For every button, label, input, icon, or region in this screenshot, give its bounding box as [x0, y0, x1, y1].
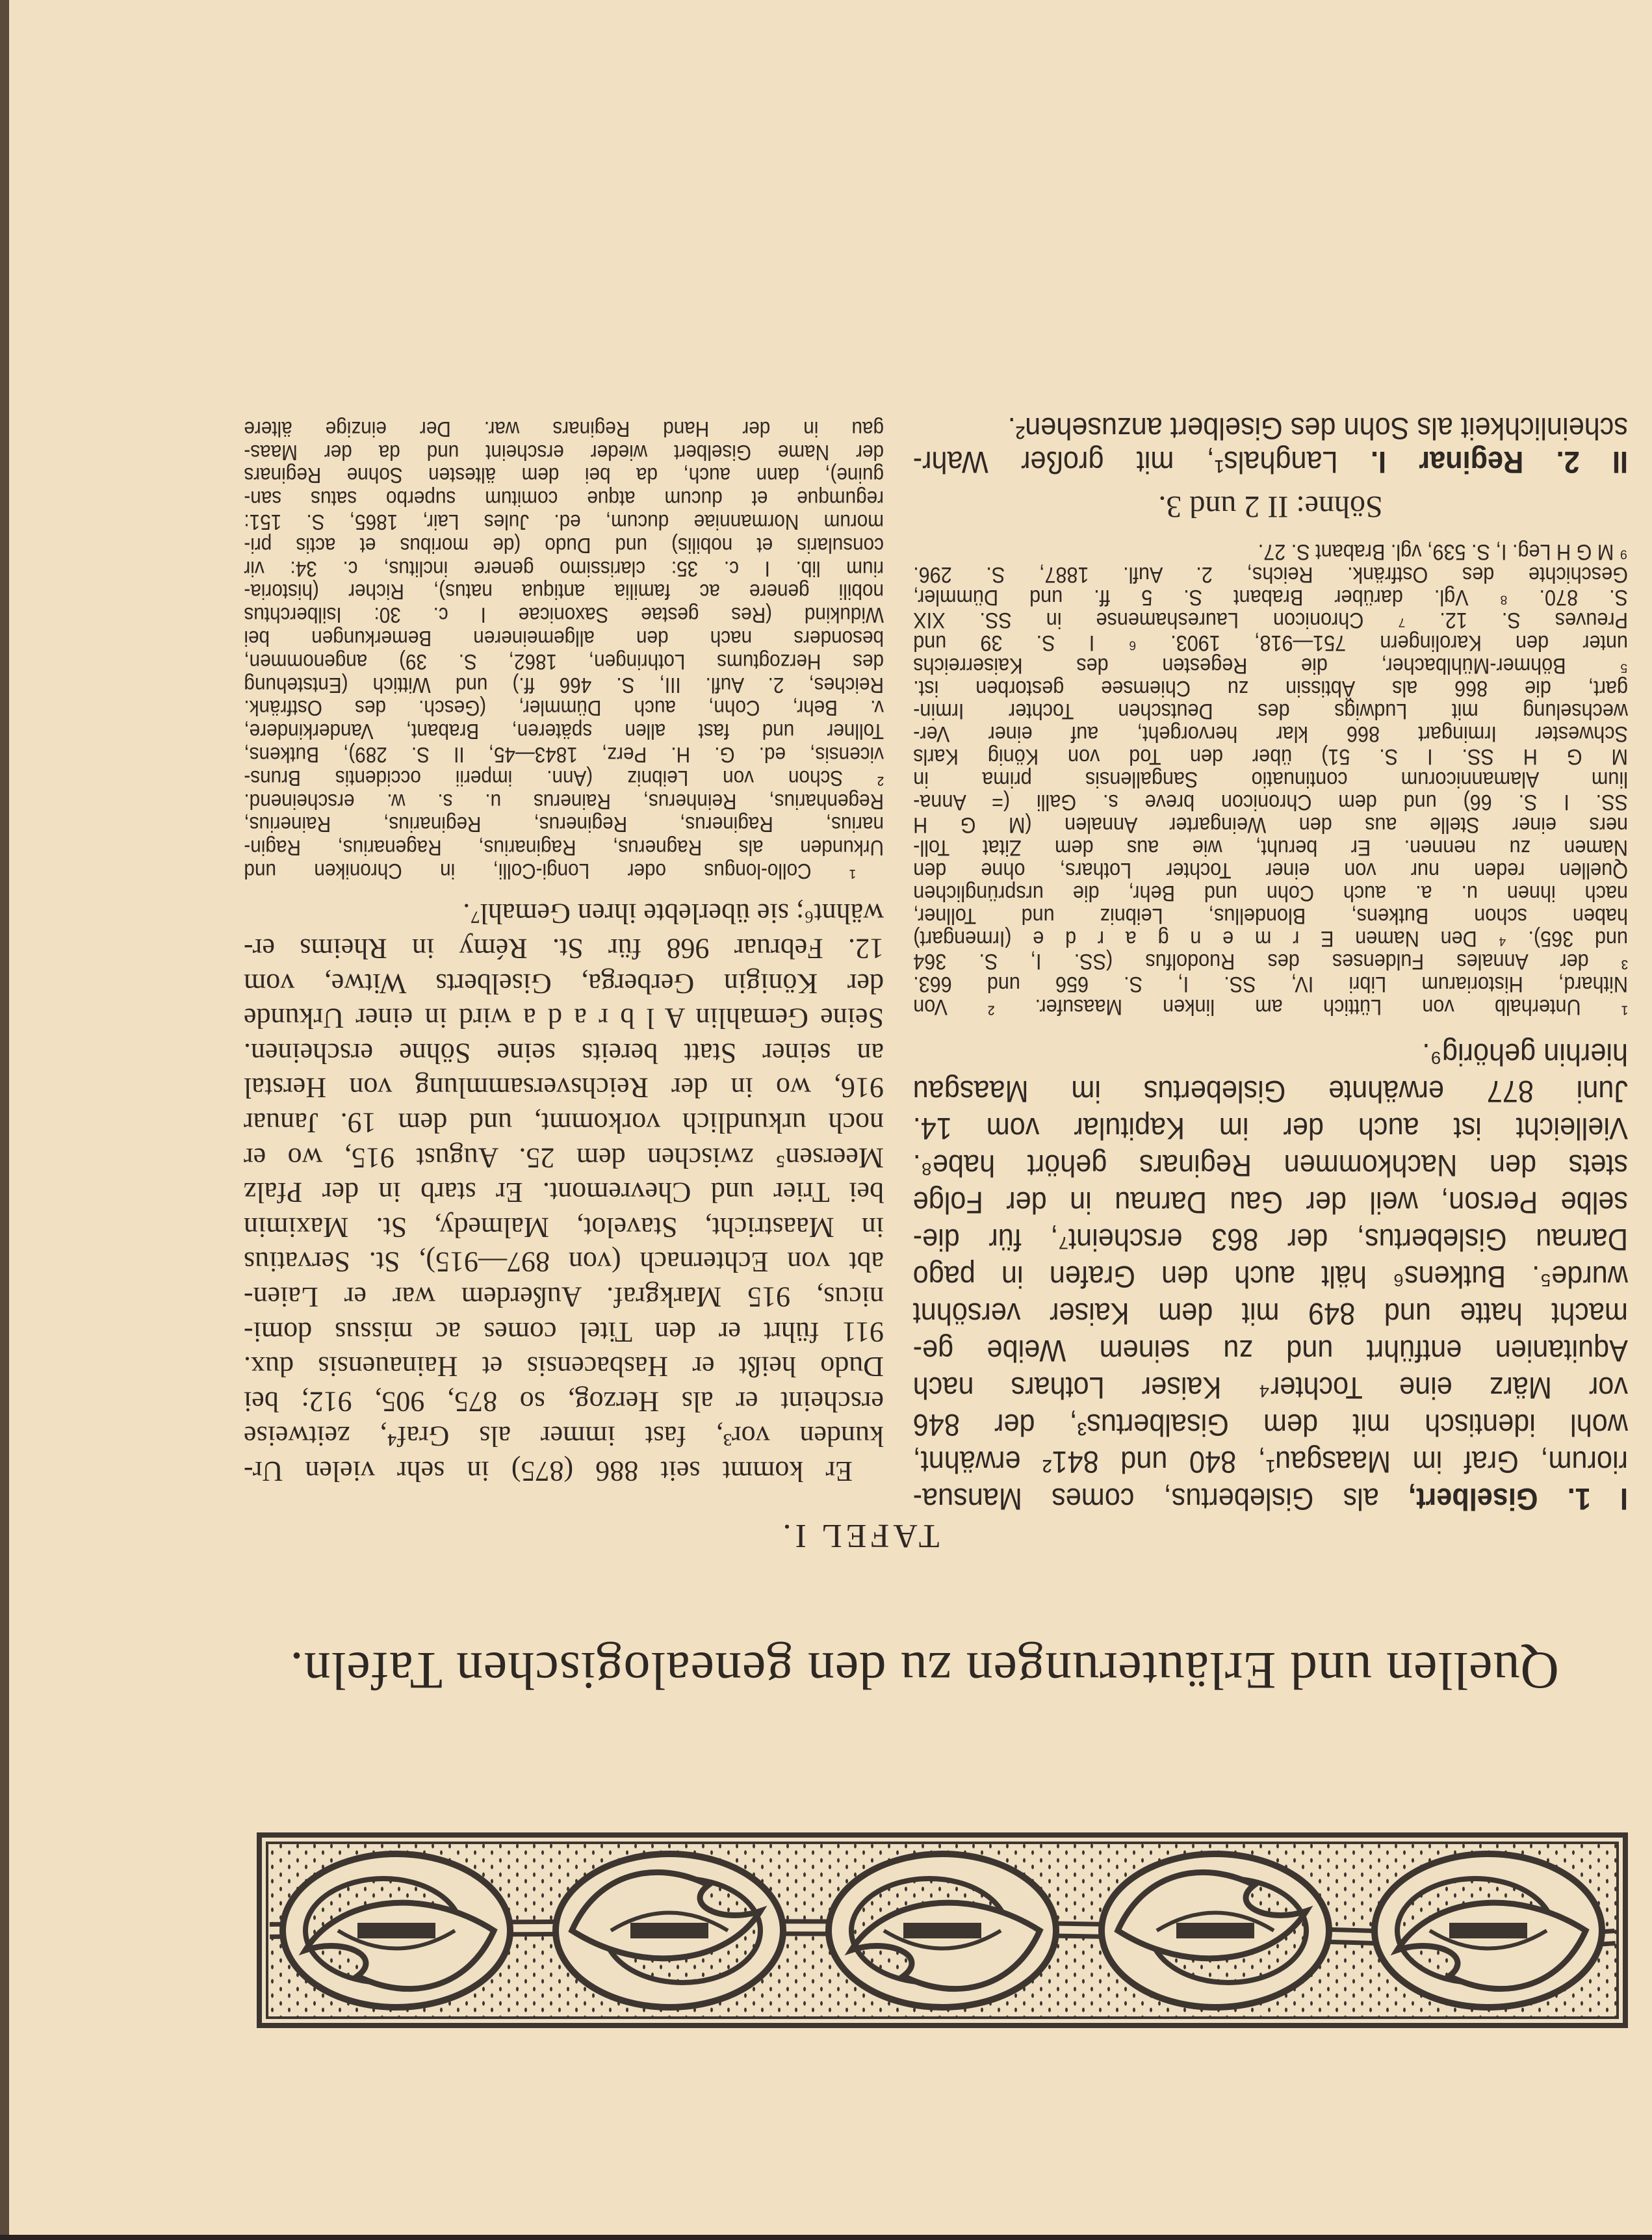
entry-1-sons — [913, 489, 1628, 524]
scroll-band — [1176, 1923, 1254, 1938]
text-line: 911 führt er den Titel comes ac missus domi- — [244, 1316, 884, 1348]
footnote-line: Widukind (Res gestae Saxonicae I c. 30: Isilberchtus — [244, 603, 884, 628]
footnote-line: ⁵ Böhmer-Mühlbacher, die Regesten des Kaiserreichs — [913, 653, 1628, 678]
text-line: Aquitanien entführt und zu seinem Weibe ge- — [912, 1334, 1628, 1368]
text-line: scheinlichkeit als Sohn des Giselbert anzusehen². — [1007, 411, 1628, 446]
footnote-line: Tollner und fast allen späteren, Brabant, Vanderkindere, — [244, 720, 884, 744]
text-line: 916, wo in der Reichsversammlung von Herstal — [244, 1072, 884, 1104]
footnote-line: ³ der Annales Fuldenses des Ruodolfus (SS. I, S. 364 — [913, 949, 1628, 974]
decorative-acanthus-border — [257, 1832, 1628, 2028]
text-line: bei Trier und Chevremont. Er starb in der Pfalz — [244, 1177, 884, 1209]
text-line: nicus, 915 Markgraf. Außerdem war er Laien- — [244, 1281, 884, 1314]
text-line: Seine Gemahlin A l b r a d a wird in einer Urkunde — [244, 1002, 884, 1035]
footnote-line: M G H SS. I S. 51) über den Tod von König Karls — [913, 744, 1628, 769]
footnote-line: wechselung mit Ludwigs des Deutschen Tochter Irmin- — [913, 699, 1628, 723]
text-line: abt von Echternach (von 897—915), St. Servatius — [244, 1246, 884, 1279]
entry-2-first-line — [913, 445, 1628, 479]
text-line: Juni 877 erwähnte Gislebertus im Maasgau — [912, 1074, 1628, 1109]
text-line: hierhin gehörig⁹. — [1422, 1037, 1628, 1072]
footnote-line: und 365). ⁴ Den Namen E r m e n g a r d e (Irmengart) — [913, 926, 1628, 951]
footnote-line: SS. I S. 66) und dem Chronicon breve s. Galli (= Anna- — [913, 790, 1628, 814]
text-line: wurde⁵. Butkens⁶ hält auch den Grafen in pago — [912, 1260, 1628, 1294]
footnote-line: Quellen reden nur von einer Tochter Lothars, ohne den — [913, 858, 1628, 883]
text-line: Meersen⁵ zwischen dem 25. August 915, wo er — [244, 1141, 884, 1174]
footnote-line: morum Normanniae ducum, ed. Jules Lair, 1865, S. 151: — [244, 510, 884, 535]
entry-2-footnotes — [244, 417, 884, 883]
text-line: macht hatte und 849 mit dem Kaiser versöhnt — [912, 1297, 1628, 1331]
text-line: riorum, Graf im Maasgau¹, 840 und 841² erwähnt, — [912, 1445, 1628, 1479]
entry-1-first-rest: als Gislebertus, comes Mansua- — [912, 1482, 1379, 1517]
text-line: in Maastricht, Stavelot, Malmedy, St. Maximin — [244, 1211, 884, 1244]
footnote-line: regumque et ducum atque comitum superbo satus san- — [244, 487, 884, 512]
entry-1-footnotes — [913, 540, 1628, 1018]
footnote-line: ¹ Collo-longus oder Longi-Colli, in Chroniken und — [244, 859, 856, 883]
entry-2-text — [913, 411, 1628, 479]
footnote-line: der Name Giselbert wieder erscheint und da der Maas- — [244, 440, 884, 465]
text-line: vor März eine Tochter⁴ Kaiser Lothars nach — [912, 1371, 1628, 1405]
text-line: wähnt⁶; sie überlebte ihren Gemahl⁷. — [463, 898, 884, 930]
text-line: kunden vor³, fast immer als Graf⁴, zeitweise — [244, 1420, 884, 1453]
text-line: Darnau Gislebertus, der 863 erscheint⁷, für die- — [912, 1223, 1628, 1257]
section-heading: TAFEL I. — [779, 1517, 940, 1554]
footnote-line: gau in der Hand Reginars war. Der einzige ältere — [244, 417, 884, 441]
footnote-line: Reiches, 2. Aufl. III, S. 466 ff.) und Wittich (Entstehung — [244, 673, 884, 697]
entry-1-lead: I 1. Giselbert, — [1408, 1482, 1628, 1517]
text-line: der Königin Gerberga, Giselberts Witwe, vom — [244, 967, 884, 1000]
text-line: Dudo heißt er Hasbacensis et Hainauensis dux. — [244, 1351, 884, 1383]
scroll-band — [630, 1923, 708, 1938]
footnote-line: ners einer Stelle aus den Weingarter Annalen (M G H — [913, 813, 1628, 837]
footnote-line: consularis et nobilis) und Dudo (de moribus et actis pri- — [244, 533, 884, 558]
text-line: 12. Februar 968 für St. Rémy in Rheims er- — [244, 933, 884, 965]
footnote-line: haben schon Butkens, Blondellus, Leibniz und Tollner, — [913, 904, 1628, 928]
footnote-line: Namen zu nennen. Er beruht, wie aus dem Zitat Toll- — [913, 835, 1628, 860]
footnote-line: lium Alamannicorum continuatio Sangallensis prima in — [913, 767, 1628, 792]
text-line: Vielleicht ist auch der im Kapitular vom 14. — [912, 1112, 1628, 1146]
text-line: stets den Nachkommen Reginars gehört habe⁸. — [912, 1149, 1628, 1183]
footnote-line: besonders nach den allgemeineren Bemerkungen bei — [244, 627, 884, 651]
page-title: Quellen und Erläuterungen zu den genealogischen Tafeln. — [289, 1641, 1559, 1700]
footnote-line: unter den Karolingern 751—918, 1903. ⁶ I S. 39 und — [913, 631, 1628, 655]
footnote-line: des Herzogtums Lothringen, 1862, S. 39) angenommen, — [244, 649, 884, 674]
footnote-line: nobili genere ac familia antiqua natus), Richer (historia- — [244, 580, 884, 605]
footnote-line: vicensis, ed. G. H. Perz, 1843—45, II S. 289), Butkens, — [244, 743, 884, 768]
footnote-line: rium lib. I c. 35: clarissimo genere inclitus, c. 34: vir — [244, 556, 884, 581]
footnote-line: ¹ Unterhalb von Lüttich am linken Maasufer. ² Von — [913, 995, 1628, 1019]
text-line: Er kommt seit 886 (875) in sehr vielen Ur- — [244, 1455, 853, 1487]
sons-line: Söhne: II 2 und 3. — [1158, 489, 1383, 524]
text-line: an seiner Statt bereits seine Söhne erscheinen. — [244, 1037, 884, 1069]
text-line: noch urkundlich vorkommt, und dem 19. Januar — [244, 1107, 884, 1140]
entry-1-text — [913, 1036, 1628, 1518]
entry-2-lead: II 2. Reginar I. — [1370, 445, 1628, 480]
text-line: selbe Person, weil der Gau Darnau in der Folge — [912, 1186, 1628, 1220]
footnote-line: guine), dann auch, da bei dem ältesten Sohne Reginars — [244, 463, 884, 488]
footnote-line: S. 870. ⁸ Vgl. darüber Brabant S. 5 ff. und Dümmler, — [913, 585, 1628, 610]
footnote-line: gart, die 866 als Äbtissin zu Chiemsee gestorben ist. — [913, 676, 1628, 701]
entry-1-first-line — [913, 1481, 1628, 1518]
text-line: erscheint er als Herzog, so 875, 905, 912; bei — [244, 1385, 884, 1418]
footnote-line: Preuves S. 12. ⁷ Chronicon Laureshamense in SS. XIX — [913, 608, 1628, 632]
footnote-line: Schwester Irmingart 866 klar hervorgeht, auf einer Ver- — [913, 722, 1628, 746]
text-line: wohl identisch mit dem Gisalbertus³, der 846 — [912, 1408, 1628, 1442]
entry-2-first-rest: Langhals¹, mit großer Wahr- — [912, 445, 1338, 480]
entry-2-continuation — [244, 896, 884, 1489]
footnote-line: ² Schon von Leibniz (Ann. imperii occidentis Bruns- — [244, 766, 884, 790]
footnote-line: Urkunden als Ragnerus, Raginarius, Ragenarius, Ragin- — [244, 836, 884, 861]
footnote-line: ⁹ M G H Leg. I, S. 539, vgl. Brabant S. 27. — [1258, 540, 1628, 564]
footnote-line: nach ihnen u. a. auch Cohn und Behr, die ursprünglichen — [913, 881, 1628, 905]
footnote-line: Geschichte des Ostfränk. Reichs, 2. Aufl. 1887, S. 296. — [913, 562, 1628, 587]
footnote-line: Nithard, Historiarum Libri IV, SS. I, S. 656 und 663. — [913, 972, 1628, 996]
footnote-line: Regenharius, Reinherus, Rainerus u. s. w. erscheinend. — [244, 789, 884, 814]
scroll-band — [1449, 1923, 1527, 1938]
scroll-band — [903, 1923, 981, 1938]
scroll-band — [357, 1923, 435, 1938]
footnote-line: narius, Raginerus, Reginerus, Reginarius, Rainerius, — [244, 813, 884, 837]
footnote-line: v. Behr, Cohn, auch Dümmler, (Gesch. des Ostfränk. — [244, 696, 884, 721]
